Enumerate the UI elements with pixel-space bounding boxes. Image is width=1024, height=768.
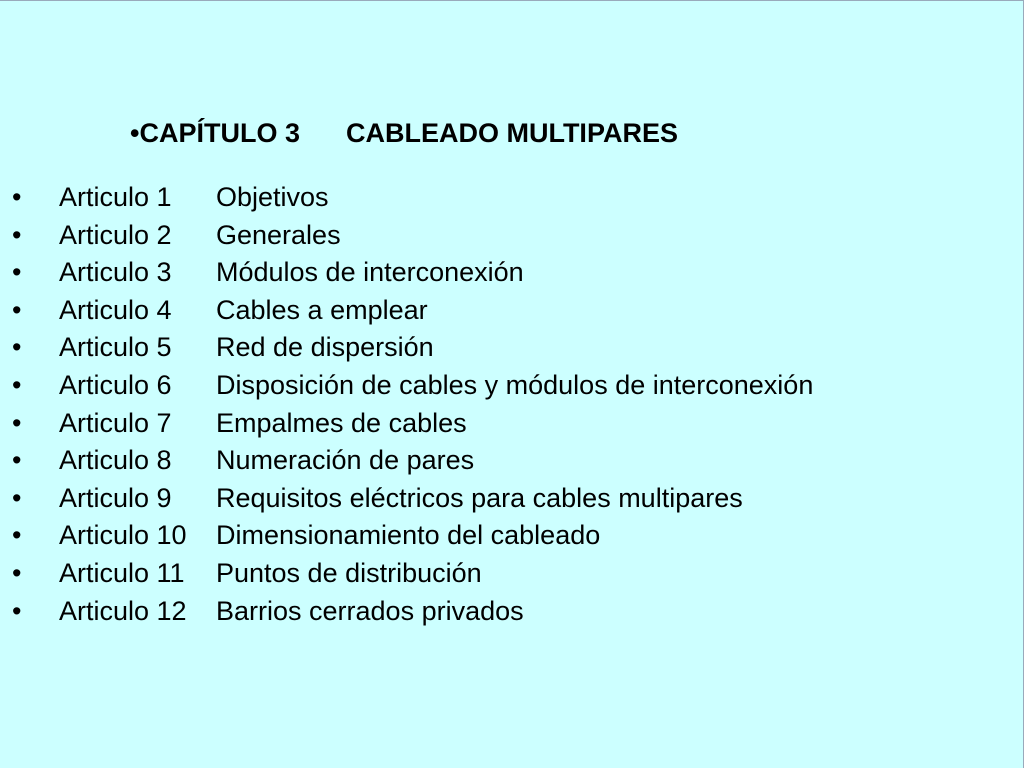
article-title: Objetivos [216,182,329,212]
article-number: Articulo 3 [59,257,172,288]
article-item-4 [12,292,813,330]
article-number: Articulo 7 [59,407,172,438]
article-number: Articulo 1 [59,182,172,212]
article-item-9 [12,480,813,518]
article-title: Dimensionamiento del cableado [216,520,601,551]
bullet-icon: • [12,595,22,626]
article-item-7 [12,405,813,443]
article-title: Puntos de distribución [216,557,482,588]
article-item-2 [12,217,813,255]
bullet-icon: • [12,332,22,363]
article-item-8 [12,442,813,480]
bullet-icon: • [12,520,22,551]
bullet-icon: • [12,182,22,212]
article-title: Generales [216,219,341,250]
bullet-icon: • [12,482,22,513]
article-title: Requisitos eléctricos para cables multipares [216,482,743,513]
article-title: Barrios cerrados privados [216,595,524,626]
bullet-icon: • [12,219,22,250]
article-title: Módulos de interconexión [216,257,524,288]
article-list [12,179,813,630]
article-item-6 [12,367,813,405]
chapter-bullet: • [130,118,140,148]
article-item-5 [12,329,813,367]
article-number: Articulo 6 [59,369,172,400]
chapter-number-label: CAPÍTULO 3 [139,118,300,148]
bullet-icon: • [12,257,22,288]
article-number: Articulo 8 [59,445,172,476]
bullet-icon: • [12,369,22,400]
article-number: Articulo 4 [59,294,172,325]
chapter-title: CABLEADO MULTIPARES [345,118,678,148]
article-item-11 [12,555,813,593]
bullet-icon: • [12,445,22,476]
article-title: Numeración de pares [216,445,475,476]
article-title: Empalmes de cables [216,407,467,438]
article-number: Articulo 12 [59,595,187,626]
article-item-10 [12,517,813,555]
bullet-icon: • [12,407,22,438]
article-item-3 [12,254,813,292]
bullet-icon: • [12,294,22,325]
article-title: Red de dispersión [216,332,434,363]
article-number: Articulo 2 [59,219,172,250]
article-title: Cables a emplear [216,294,428,325]
chapter-heading [130,113,678,153]
article-item-12 [12,593,813,631]
article-number: Articulo 5 [59,332,172,363]
article-item-1 [12,179,813,217]
article-number: Articulo 9 [59,482,172,513]
article-number: Articulo 10 [59,520,187,551]
article-title: Disposición de cables y módulos de interconexión [216,369,814,400]
bullet-icon: • [12,557,22,588]
article-number: Articulo 11 [59,557,185,588]
